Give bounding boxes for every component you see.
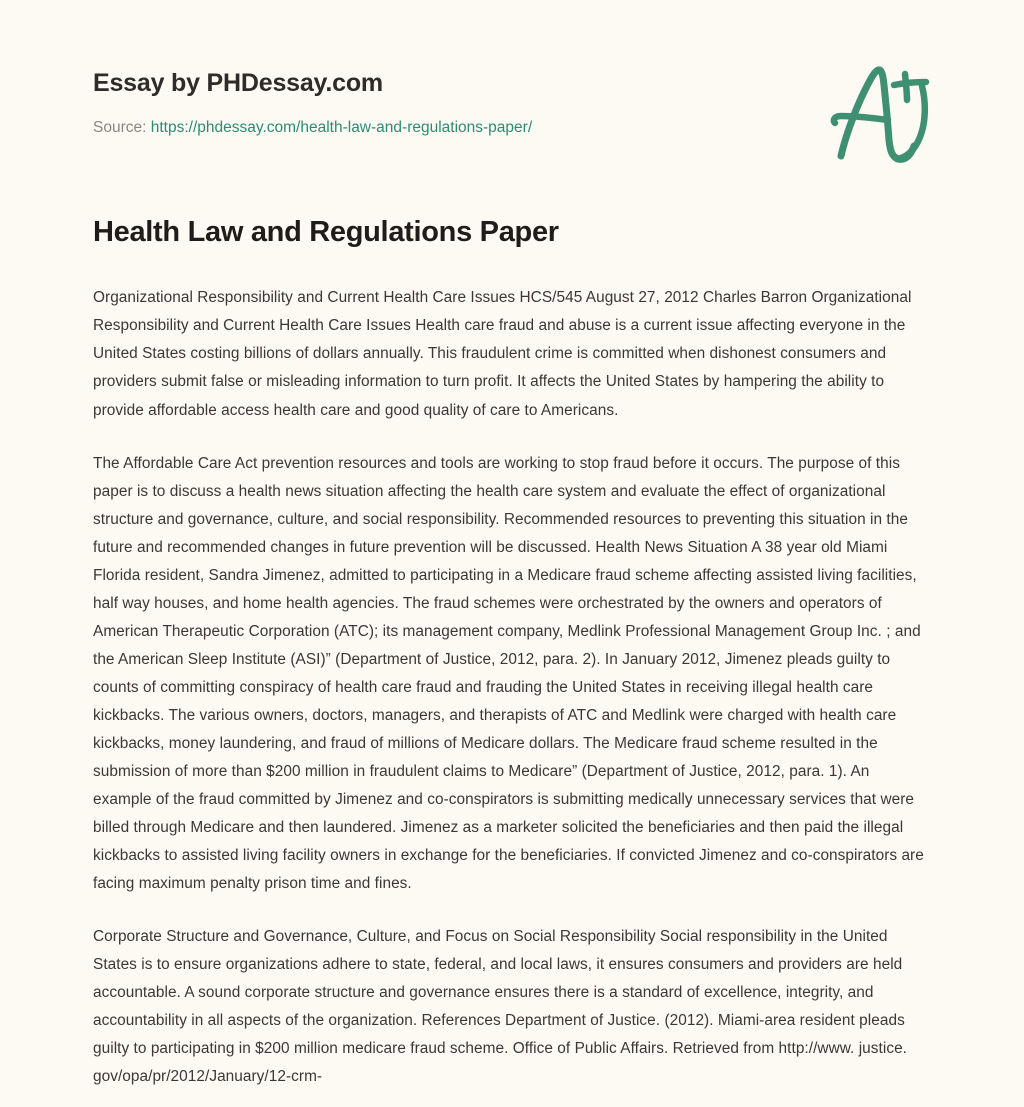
essay-paragraph: Organizational Responsibility and Current Health Care Issues HCS/545 August 27, 2012 Charles Barron Organizational Responsibility and Current Health Care Issues Health care fraud and abuse is a current issue affecting everyone in the United States costing billions of dollars annually. This fraudulent crime is committed when dishonest consumers and providers submit false or misleading information to turn profit. It affects the United States by hampering the ability to provide affordable access health care and good quality of care to Americans. bbox=[93, 289, 912, 419]
source-line bbox=[93, 118, 930, 138]
page-header bbox=[93, 0, 930, 138]
essay-paragraph: Corporate Structure and Governance, Culture, and Focus on Social Responsibility Social responsibility in the United States is to ensure organizations adhere to state, federal, and local laws, it ensures consumers and providers are held accountable. A sound corporate structure and governance ensures there is a standard of excellence, integrity, and accountability in all aspects of the organization. References Department of Justice. (2012). Miami-area resident pleads guilty to participating in $200 million medicare fraud scheme. Office of Public Affairs. Retrieved from http://www. justice. gov/opa/pr/2012/January/12-crm- bbox=[93, 928, 908, 1086]
source-url-link[interactable]: https://phdessay.com/health-law-and-regulations-paper/ bbox=[150, 119, 533, 136]
essay-body bbox=[93, 284, 930, 1107]
page-title: Health Law and Regulations Paper bbox=[93, 216, 559, 249]
source-label: Source: bbox=[93, 119, 147, 136]
essay-paragraph: The Affordable Care Act prevention resources and tools are working to stop fraud before it occurs. The purpose of this paper is to discuss a health news situation affecting the health care system and evaluate the effect of organizational structure and governance, culture, and social responsibility. Recommended resources to preventing this situation in the future and recommended changes in future prevention will be discussed. Health News Situation A 38 year old Miami Florida resident, Sandra Jimenez, admitted to participating in a Medicare fraud scheme affecting assisted living facilities, half way houses, and home health agencies. The fraud schemes were orchestrated by the owners and operators of American Therapeutic Corporation (ATC); its management company, Medlink Professional Management Group Inc. ; and the American Sleep Institute (ASI)” (Department of Justice, 2012, para. 2). In January 2012, Jimenez pleads guilty to counts of committing conspiracy of health care fraud and frauding the United States in receiving illegal health care kickbacks. The various owners, doctors, managers, and therapists of ATC and Medlink were charged with health care kickbacks, money laundering, and fraud of millions of Medicare dollars. The Medicare fraud scheme resulted in the submission of more than $200 million in fraudulent claims to Medicare” (Department of Justice, 2012, para. 1). An example of the fraud committed by Jimenez and co-conspirators is submitting medically unnecessary services that were billed through Medicare and then laundered. Jimenez as a marketer solicited the beneficiaries and then paid the illegal kickbacks to assisted living facility owners in exchange for the beneficiaries. If convicted Jimenez and co-conspirators are facing maximum penalty prison time and fines. bbox=[93, 454, 924, 893]
brand-title: Essay by PHDessay.com bbox=[93, 69, 383, 97]
